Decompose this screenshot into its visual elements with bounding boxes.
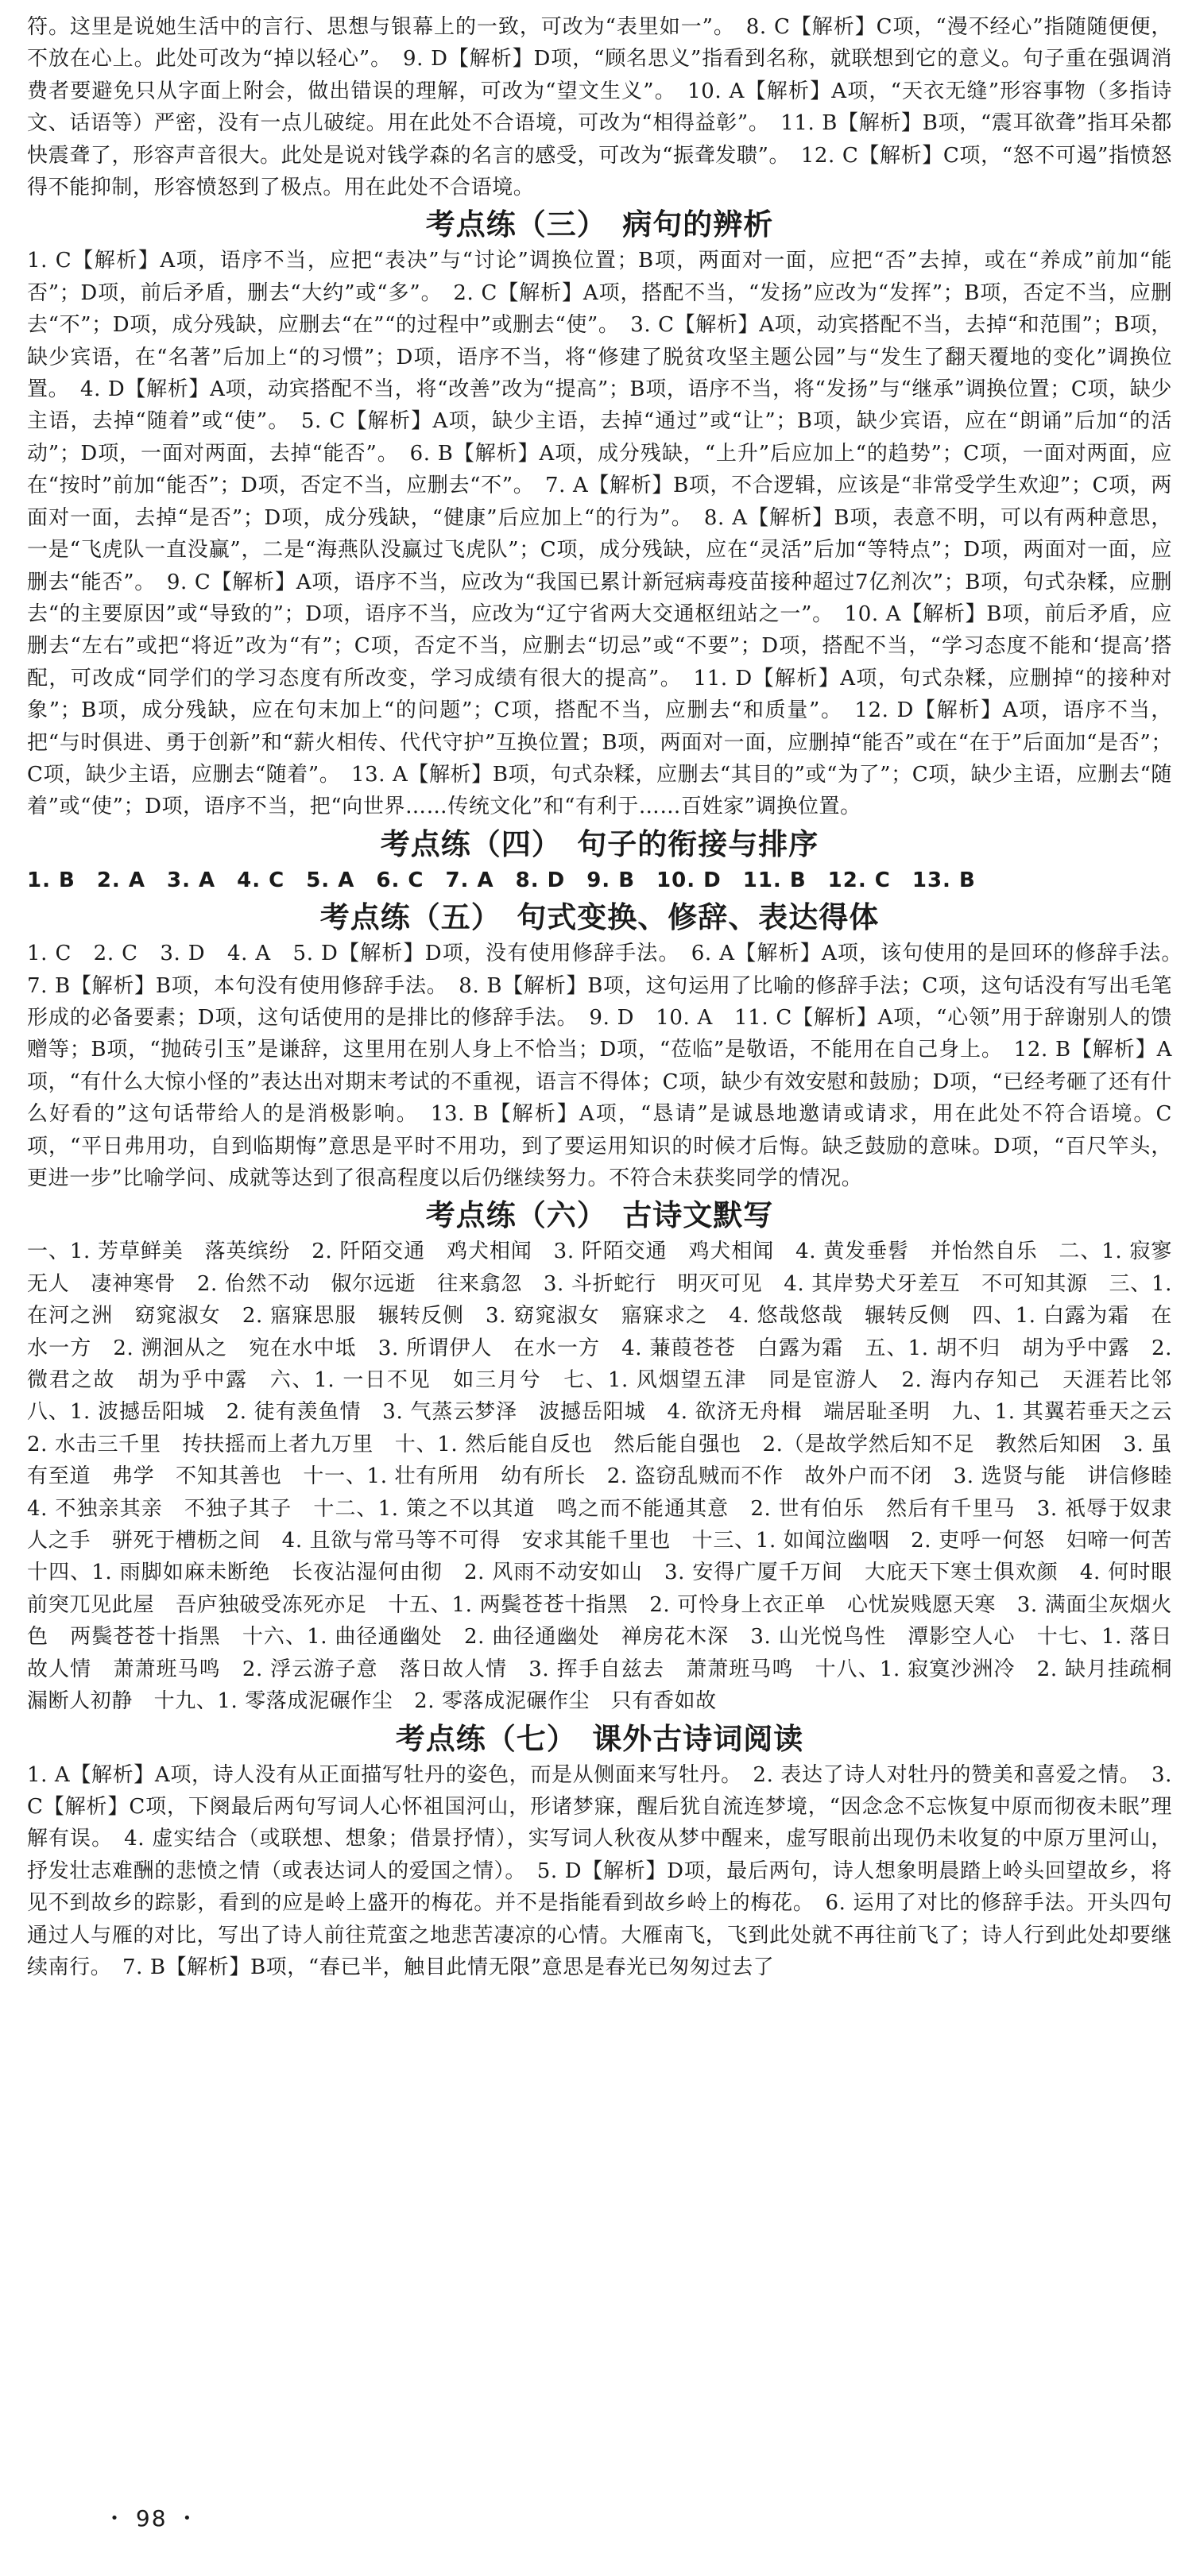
answer-block-6: 一、1. 芳草鲜美 落英缤纷 2. 阡陌交通 鸡犬相闻 3. 阡陌交通 鸡犬相闻 4. 黄发垂髫 并怡然自乐 二、1. 寂寥无人 凄神寒骨 2. 佁然不动 俶尔远逝 往来翕忽 3. 斗折蛇行 明灭可见 4. 其岸势犬牙差互 不可知其源 三、1. 在河之洲 窈窕淑女 2. 寤寐思服 辗转反侧 3. 窈窕淑女 寤寐求之 4. 悠哉悠哉 辗转反侧 四、1. 白露为霜 在水一方 2. 溯洄从之 宛在水中坻 3. 所谓伊人 在水一方 4. 蒹葭苍苍 白露为霜 五、1. 胡不归 胡为乎中露 2. 微君之故 胡为乎中露 六、1. 一日不见 如三月兮 七、1. 风烟望五津 同是宦游人 2. 海内存知己 天涯若比邻 八、1. 波撼岳阳城 2. 徒有羡鱼情 3. 气蒸云梦泽 波撼岳阳城 4. 欲济无舟楫 端居耻圣明 九、1. 其翼若垂天之云 2. 水击三千里 抟扶摇而上者九万里 十、1. 然后能自反也 然后能自强也 2.（是故学然后知不足 教然后知困 3. 虽有至道 弗学 不知其善也 十一、1. 壮有所用 幼有所长 2. 盗窃乱贼而不作 故外户而不闭 3. 选贤与能 讲信修睦 4. 不独亲其亲 不独子其子 十二、1. 策之不以其道 鸣之而不能通其意 2. 世有伯乐 然后有千里马 3. 祇辱于奴隶人之手 骈死于槽枥之间 4. 且欲与常马等不可得 安求其能千里也 十三、1. 如闻泣幽咽 2. 吏呼一何怒 妇啼一何苦 十四、1. 雨脚如麻未断绝 长夜沾湿何由彻 2. 风雨不动安如山 3. 安得广厦千万间 大庇天下寒士俱欢颜 4. 何时眼前突兀见此屋 吾庐独破受冻死亦足 十五、1. 两鬓苍苍十指黑 2. 可怜身上衣正单 心忧炭贱愿天寒 3. 满面尘灰烟火色 两鬓苍苍十指黑 十六、1. 曲径通幽处 2. 曲径通幽处 禅房花木深 3. 山光悦鸟性 潭影空人心 十七、1. 落日故人情 萧萧班马鸣 2. 浮云游子意 落日故人情 3. 挥手自兹去 萧萧班马鸣 十八、1. 寂寞沙洲冷 2. 缺月挂疏桐 漏断人初静 十九、1. 零落成泥碾作尘 2. 零落成泥碾作尘 只有香如故 [27, 1240, 1194, 1714]
section-title-3: 考点练（三） 病句的辨析 [425, 207, 774, 242]
section-title-6: 考点练（六） 古诗文默写 [425, 1198, 774, 1233]
answer-block-vocabulary: 符。这里是说她生活中的言行、思想与银幕上的一致，可改为“表里如一”。 8. C【解析】C项，“漫不经心”指随随便便，不放在心上。此处可改为“掉以轻心”。 9. D【解析】D项，“顾名思义”指看到名称，就联想到它的意义。句子重在强调消费者要避免只从字面上附会，做出错误的理解，可改为“望文生义”。 10. A【解析】A项，“天衣无缝”形容事物（多指诗文、话语等）严密，没有一点儿破绽。用在此处不合语境，可改为“相得益彰”。 11. B【解析】B项，“震耳欲聋”指耳朵都快震聋了，形容声音很大。此处是说对钱学森的名言的感受，可改为“振聋发聩”。 12. C【解析】C项，“怒不可遏”指愤怒得不能抑制，形容愤怒到了极点。用在此处不合语境。 [27, 15, 1172, 200]
answer-block-4: 1. B 2. A 3. A 4. C 5. A 6. C 7. A 8. D 9. B 10. D 11. B 12. C 13. B [27, 868, 976, 892]
section-title-5: 考点练（五） 句式变换、修辞、表达得体 [319, 900, 880, 935]
section-title-7: 考点练（七） 课外古诗词阅读 [395, 1721, 804, 1756]
page-number: ・ 98 ・ [103, 2505, 200, 2532]
answer-block-5: 1. C 2. C 3. D 4. A 5. D【解析】D项，没有使用修辞手法。 6. A【解析】A项，该句使用的是回环的修辞手法。 7. B【解析】B项，本句没有使用修辞手法。 8. B【解析】B项，这句运用了比喻的修辞手法；C项，这句话没有写出毛笔形成的必备要素；D项，这句话使用的是排比的修辞手法。 9. D 10. A 11. C【解析】A项，“心领”用于辞谢别人的馈赠等；B项，“抛砖引玉”是谦辞，这里用在别人身上不恰当；D项，“莅临”是敬语，不能用在自己身上。 12. B【解析】A项，“有什么大惊小怪的”表达出对期末考试的不重视，语言不得体；C项，缺少有效安慰和鼓励；D项，“已经考砸了还有什么好看的”这句话带给人的是消极影响。 13. B【解析】A项，“恳请”是诚恳地邀请或请求，用在此处不符合语境。C项，“平日弗用功，自到临期悔”意思是平时不用功，到了要运用知识的时候才后悔。缺乏鼓励的意味。D项，“百尺竿头，更进一步”比喻学问、成就等达到了很高程度以后仍继续努力。不符合未获奖同学的情况。 [27, 942, 1194, 1190]
answer-block-7: 1. A【解析】A项，诗人没有从正面描写牡丹的姿色，而是从侧面来写牡丹。 2. 表达了诗人对牡丹的赞美和喜爱之情。 3. C【解析】C项，下阕最后两句写词人心怀祖国河山，形诸梦寐，醒后犹自流连梦境，“因念念不忘恢复中原而彻夜未眠”理解有误。 4. 虚实结合（或联想、想象；借景抒情），实写词人秋夜从梦中醒来，虚写眼前出现仍未收复的中原万里河山，抒发壮志难酬的悲愤之情（或表达词人的爱国之情）。 5. D【解析】D项，最后两句，诗人想象明晨踏上岭头回望故乡，将见不到故乡的踪影，看到的应是岭上盛开的梅花。并不是指能看到故乡岭上的梅花。 6. 运用了对比的修辞手法。开头四句通过人与雁的对比，写出了诗人前往荒蛮之地悲苦凄凉的心情。大雁南飞，飞到此处就不再往前飞了；诗人行到此处却要继续南行。 7. B【解析】B项，“春已半，触目此情无限”意思是春光已匆匆过去了 [27, 1762, 1172, 1979]
answer-block-3: 1. C【解析】A项，语序不当，应把“表决”与“讨论”调换位置；B项，两面对一面，应把“否”去掉，或在“养成”前加“能否”；D项，前后矛盾，删去“大约”或“多”。 2. C【解析】A项，搭配不当，“发扬”应改为“发挥”；B项，否定不当，应删去“不”；D项，成分残缺，应删去“在”“的过程中”或删去“使”。 3. C【解析】A项，动宾搭配不当，去掉“和范围”；B项，缺少宾语，在“名著”后加上“的习惯”；D项，语序不当，将“修建了脱贫攻坚主题公园”与“发生了翻天覆地的变化”调换位置。 4. D【解析】A项，动宾搭配不当，将“改善”改为“提高”；B项，语序不当，将“发扬”与“继承”调换位置；C项，缺少主语，去掉“随着”或“使”。 5. C【解析】A项，缺少主语，去掉“通过”或“让”；B项，缺少宾语，应在“朗诵”后加“的活动”；D项，一面对两面，去掉“能否”。 6. B【解析】A项，成分残缺，“上升”后应加上“的趋势”；C项，一面对两面，应在“按时”前加“能否”；D项，否定不当，应删去“不”。 7. A【解析】B项，不合逻辑，应该是“非常受学生欢迎”；C项，两面对一面，去掉“是否”；D项，成分残缺，“健康”后应加上“的行为”。 8. A【解析】B项，表意不明，可以有两种意思，一是“飞虎队一直没赢”，二是“海燕队没赢过飞虎队”；C项，成分残缺，应在“灵活”后加“等特点”；D项，两面对一面，应删去“能否”。 9. C【解析】A项，语序不当，应改为“我国已累计新冠病毒疫苗接种超过7亿剂次”；B项，句式杂糅，应删去“的主要原因”或“导致的”；D项，语序不当，应改为“辽宁省两大交通枢纽站之一”。 10. A【解析】B项，前后矛盾，应删去“左右”或把“将近”改为“有”；C项，否定不当，应删去“切忌”或“不要”；D项，搭配不当，“学习态度不能和‘提高’搭配，可改成“同学们的学习态度有所改变，学习成绩有很大的提高”。 11. D【解析】A项，句式杂糅，应删掉“的接种对象”；B项，成分残缺，应在句末加上“的问题”；C项，搭配不当，应删去“和质量”。 12. D【解析】A项，语序不当，把“与时俱进、勇于创新”和“薪火相传、代代守护”互换位置；B项，两面对一面，应删掉“能否”或在“在于”后面加“是否”；C项，缺少主语，应删去“随着”。 13. A【解析】B项，句式杂糅，应删去“其目的”或“为了”；C项，缺少主语，应删去“随着”或“使”；D项，语序不当，把“向世界……传统文化”和“有利于……百姓家”调换位置。 [27, 249, 1172, 819]
section-title-4: 考点练（四） 句子的衔接与排序 [380, 826, 819, 861]
